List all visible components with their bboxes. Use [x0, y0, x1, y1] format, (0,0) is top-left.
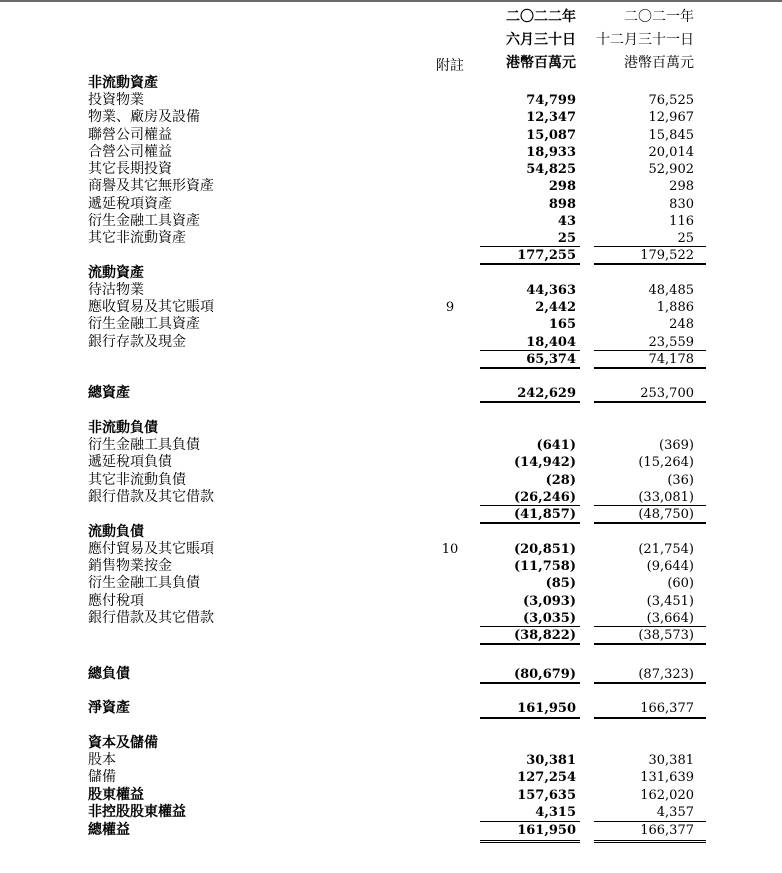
value-2021: (9,644): [646, 559, 694, 574]
total-underline: [480, 821, 580, 822]
table-row: [0, 316, 782, 333]
value-2022: (85): [545, 576, 576, 591]
line-item-label: 商譽及其它無形資產: [88, 178, 214, 194]
section-heading: 股東權益: [88, 787, 144, 803]
total-underline: [480, 367, 580, 369]
value-2021: 162,020: [640, 788, 694, 803]
line-item-label: 遞延稅項資產: [88, 196, 172, 212]
value-2022: 161,950: [517, 823, 576, 838]
line-item-label: 聯營公司權益: [88, 127, 172, 143]
total-underline: [480, 717, 580, 719]
total-underline: [594, 350, 706, 351]
subtotal-row: [0, 247, 782, 264]
total-underline: [594, 401, 706, 403]
value-2022: 165: [548, 317, 576, 332]
table-row: [0, 558, 782, 575]
total-underline: [480, 682, 580, 684]
value-2021: 48,485: [648, 283, 694, 298]
value-2022: 18,933: [526, 145, 576, 160]
table-row: [0, 610, 782, 627]
value-2021: (48,750): [638, 507, 694, 522]
value-2021: 25: [677, 231, 694, 246]
table-row: [0, 735, 782, 752]
line-item-label: 合營公司權益: [88, 144, 172, 160]
total-underline: [480, 643, 580, 645]
line-item-label: 衍生金融工具資產: [88, 316, 200, 332]
total-underline: [480, 246, 580, 247]
value-2021: 253,700: [640, 386, 694, 401]
value-2022: (3,093): [522, 594, 576, 609]
value-2022: 157,635: [517, 788, 576, 803]
value-2022: (641): [536, 438, 576, 453]
line-item-label: 銀行存款及現金: [88, 334, 186, 350]
double-underline: [480, 840, 580, 843]
value-2021: 166,377: [640, 823, 694, 838]
table-row: [0, 769, 782, 786]
total-underline: [594, 246, 706, 247]
section-heading: 流動資產: [88, 265, 144, 281]
line-item-label: 其它長期投資: [88, 161, 172, 177]
total-underline: [480, 522, 580, 524]
value-2021: 52,902: [648, 162, 694, 177]
total-underline: [594, 505, 706, 506]
value-2021: 15,845: [648, 128, 694, 143]
subtotal-row: [0, 506, 782, 523]
value-2021: (369): [659, 438, 694, 453]
total-underline: [594, 717, 706, 719]
line-item-label: 衍生金融工具資產: [88, 213, 200, 229]
value-2022: 4,315: [535, 805, 576, 820]
table-row: [0, 144, 782, 161]
value-2021: (15,264): [638, 455, 694, 470]
note-column-header: 附註: [436, 58, 464, 74]
value-2022: 15,087: [526, 128, 576, 143]
total-underline: [594, 263, 706, 265]
value-2022: (38,822): [513, 628, 576, 643]
table-row: [0, 524, 782, 541]
table-row: [0, 92, 782, 109]
line-item-label: 應付稅項: [88, 593, 144, 609]
table-row: [0, 385, 782, 402]
table-row: [0, 196, 782, 213]
value-2022: 177,255: [517, 248, 576, 263]
line-item-label: 其它非流動資產: [88, 230, 186, 246]
value-2022: 127,254: [517, 770, 576, 785]
total-underline: [480, 401, 580, 403]
value-2022: (28): [545, 473, 576, 488]
table-row: [0, 822, 782, 839]
line-item-label: 應收貿易及其它賬項: [88, 299, 214, 315]
value-2022: 18,404: [526, 335, 576, 350]
value-2022: 74,799: [526, 93, 576, 108]
value-2021: (3,451): [646, 594, 694, 609]
line-item-label: 衍生金融工具負債: [88, 437, 200, 453]
value-2021: 76,525: [648, 93, 694, 108]
value-2021: (33,081): [638, 490, 694, 505]
table-row: [0, 700, 782, 717]
value-2022: (14,942): [513, 455, 576, 470]
section-heading: 流動負債: [88, 524, 144, 540]
table-row: [0, 265, 782, 282]
value-2022: 54,825: [526, 162, 576, 177]
col1-header-year: 二〇二二年: [506, 9, 576, 25]
table-row: [0, 127, 782, 144]
subtotal-row: [0, 351, 782, 368]
value-2021: 23,559: [648, 335, 694, 350]
value-2022: 44,363: [526, 283, 576, 298]
value-2021: 30,381: [648, 753, 694, 768]
value-2021: 74,178: [648, 352, 694, 367]
value-2021: 1,886: [656, 300, 694, 315]
line-item-label: 應付貿易及其它賬項: [88, 541, 214, 557]
value-2022: 2,442: [535, 300, 576, 315]
line-item-label: 投資物業: [88, 92, 144, 108]
total-underline: [480, 350, 580, 351]
table-row: [0, 178, 782, 195]
col1-header-unit: 港幣百萬元: [506, 55, 576, 71]
line-item-label: 其它非流動負債: [88, 472, 186, 488]
table-row: [0, 489, 782, 506]
value-2021: 248: [669, 317, 694, 332]
line-item-label: 物業、廠房及設備: [88, 109, 200, 125]
value-2022: 25: [557, 231, 576, 246]
section-heading: 非流動資產: [88, 75, 158, 91]
table-row: [0, 282, 782, 299]
value-2022: 298: [548, 179, 576, 194]
total-underline: [594, 643, 706, 645]
value-2022: 43: [557, 214, 576, 229]
value-2021: 298: [669, 179, 694, 194]
table-row: [0, 787, 782, 804]
total-underline: [480, 505, 580, 506]
subtotal-row: [0, 627, 782, 644]
table-row: [0, 454, 782, 471]
total-underline: [480, 626, 580, 627]
col2-header-date: 十二月三十一日: [596, 32, 694, 48]
line-item-label: 銀行借款及其它借款: [88, 610, 214, 626]
section-heading: 資本及儲備: [88, 735, 158, 751]
table-row: [0, 575, 782, 592]
value-2021: 12,967: [648, 110, 694, 125]
table-row: [0, 804, 782, 821]
table-row: [0, 666, 782, 683]
value-2021: (21,754): [638, 542, 694, 557]
section-heading: 總權益: [88, 822, 130, 838]
line-item-label: 股本: [88, 752, 116, 768]
section-heading: 非流動負債: [88, 420, 158, 436]
col2-header-year: 二〇二一年: [624, 9, 694, 25]
col1-header-date: 六月三十日: [506, 32, 576, 48]
value-2022: 161,950: [517, 701, 576, 716]
section-heading: 非控股股東權益: [88, 804, 186, 820]
table-row: [0, 230, 782, 247]
table-row: [0, 752, 782, 769]
line-item-label: 遞延稅項負債: [88, 454, 172, 470]
value-2022: 65,374: [526, 352, 576, 367]
note-reference: 9: [445, 300, 455, 315]
value-2022: 242,629: [517, 386, 576, 401]
section-heading: 淨資產: [88, 700, 130, 716]
value-2021: 116: [669, 214, 694, 229]
table-row: [0, 161, 782, 178]
double-underline: [594, 840, 706, 843]
top-border: [0, 0, 782, 2]
table-row: [0, 420, 782, 437]
note-reference: 10: [441, 542, 459, 557]
value-2022: 30,381: [526, 753, 576, 768]
line-item-label: 待沽物業: [88, 282, 144, 298]
line-item-label: 銷售物業按金: [88, 558, 172, 574]
total-underline: [594, 626, 706, 627]
table-row: [0, 472, 782, 489]
total-underline: [594, 682, 706, 684]
value-2021: (87,323): [638, 667, 694, 682]
value-2022: 898: [548, 197, 576, 212]
table-row: [0, 593, 782, 610]
total-underline: [480, 263, 580, 265]
line-item-label: 儲備: [88, 769, 116, 785]
table-row: [0, 334, 782, 351]
col2-header-unit: 港幣百萬元: [624, 55, 694, 71]
value-2022: (20,851): [513, 542, 576, 557]
value-2022: (41,857): [513, 507, 576, 522]
value-2022: (80,679): [513, 667, 576, 682]
section-heading: 總資產: [88, 385, 130, 401]
table-row: [0, 213, 782, 230]
value-2021: 4,357: [656, 805, 694, 820]
table-row: [0, 437, 782, 454]
value-2022: 12,347: [526, 110, 576, 125]
value-2022: (26,246): [513, 490, 576, 505]
section-heading: 總負債: [88, 666, 130, 682]
table-row: [0, 75, 782, 92]
value-2021: (36): [667, 473, 694, 488]
value-2021: (3,664): [646, 611, 694, 626]
value-2021: (38,573): [638, 628, 694, 643]
table-row: [0, 109, 782, 126]
value-2021: (60): [667, 576, 694, 591]
total-underline: [594, 522, 706, 524]
value-2021: 20,014: [648, 145, 694, 160]
value-2021: 166,377: [640, 701, 694, 716]
value-2022: (11,758): [513, 559, 576, 574]
table-row: [0, 299, 782, 316]
value-2021: 830: [669, 197, 694, 212]
total-underline: [594, 367, 706, 369]
value-2021: 179,522: [640, 248, 694, 263]
value-2022: (3,035): [522, 611, 576, 626]
table-row: [0, 541, 782, 558]
value-2021: 131,639: [640, 770, 694, 785]
line-item-label: 衍生金融工具負債: [88, 575, 200, 591]
line-item-label: 銀行借款及其它借款: [88, 489, 214, 505]
total-underline: [594, 821, 706, 822]
